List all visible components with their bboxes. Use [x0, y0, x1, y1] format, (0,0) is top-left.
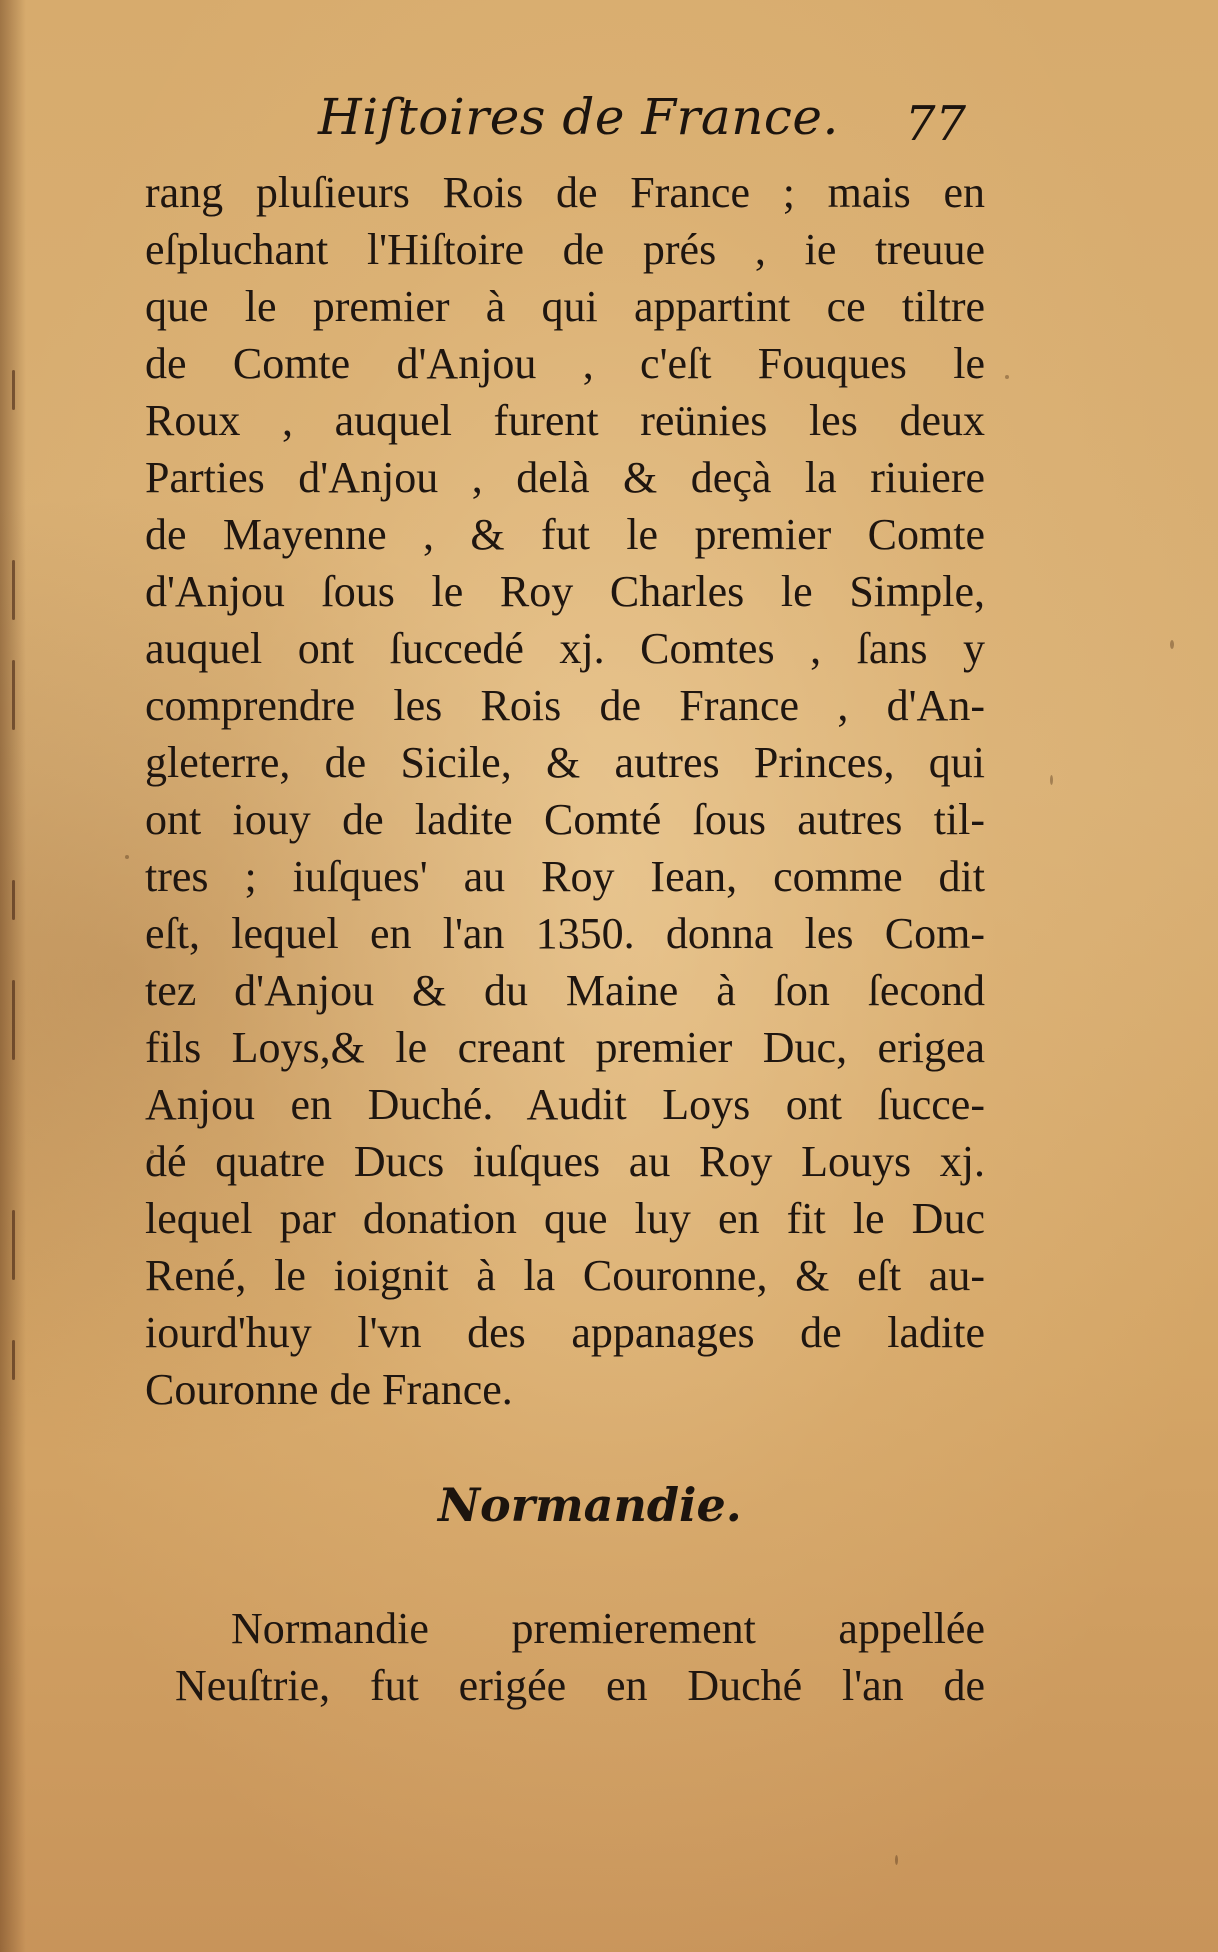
text-line: rang pluſieurs Rois de France ; mais en	[145, 168, 985, 217]
paper-speck	[1170, 640, 1174, 649]
page-gutter-shadow	[0, 0, 26, 1952]
text-line: Neuſtrie, fut erigée en Duché l'an de	[175, 1661, 985, 1710]
section-heading: Normandie.	[438, 1478, 742, 1532]
text-line: de Comte d'Anjou , c'eſt Fouques le	[145, 339, 985, 388]
text-line: lequel par donation que luy en fit le Duc	[145, 1194, 985, 1243]
text-line: tres ; iuſques' au Roy Iean, comme dit	[145, 852, 985, 901]
text-line: iourd'huy l'vn des appanages de ladite	[145, 1308, 985, 1357]
text-line: Couronne de France.	[145, 1365, 513, 1414]
text-line: d'Anjou ſous le Roy Charles le Simple,	[145, 567, 985, 616]
edge-mark	[12, 880, 15, 920]
text-line: eſt, lequel en l'an 1350. donna les Com-	[145, 909, 985, 958]
body-text	[145, 164, 985, 1418]
text-line: fils Loys,& le creant premier Duc, erigea	[145, 1023, 985, 1072]
edge-mark	[12, 980, 15, 1060]
text-line: ont iouy de ladite Comté ſous autres til-	[145, 795, 985, 844]
text-line: dé quatre Ducs iuſques au Roy Louys xj.	[145, 1137, 985, 1186]
paper-speck	[1050, 775, 1053, 785]
edge-mark	[12, 1210, 15, 1280]
text-line: eſpluchant l'Hiſtoire de prés , ie treuue	[145, 225, 985, 274]
text-line: Normandie premierement appellée	[231, 1604, 985, 1653]
text-line: gleterre, de Sicile, & autres Princes, qui	[145, 738, 985, 787]
running-head: Hiſtoires de France.	[318, 88, 839, 146]
paper-speck	[125, 855, 129, 859]
paper-speck	[1005, 375, 1009, 379]
text-line: auquel ont ſuccedé xj. Comtes , ſans y	[145, 624, 985, 673]
text-line: Roux , auquel furent reünies les deux	[145, 396, 985, 445]
text-line: René, le ioignit à la Couronne, & eſt au-	[145, 1251, 985, 1300]
edge-mark	[12, 1340, 15, 1380]
page-number: 77	[905, 96, 967, 152]
edge-mark	[12, 560, 15, 620]
text-line: tez d'Anjou & du Maine à ſon ſecond	[145, 966, 985, 1015]
edge-mark	[12, 660, 15, 730]
text-line: Parties d'Anjou , delà & deçà la riuiere	[145, 453, 985, 502]
text-line: comprendre les Rois de France , d'An-	[145, 681, 985, 730]
section-body	[175, 1600, 985, 1714]
text-line: que le premier à qui appartint ce tiltre	[145, 282, 985, 331]
text-line: Anjou en Duché. Audit Loys ont ſucce-	[145, 1080, 985, 1129]
paper-speck	[895, 1855, 898, 1865]
edge-mark	[12, 370, 15, 410]
text-line: de Mayenne , & fut le premier Comte	[145, 510, 985, 559]
